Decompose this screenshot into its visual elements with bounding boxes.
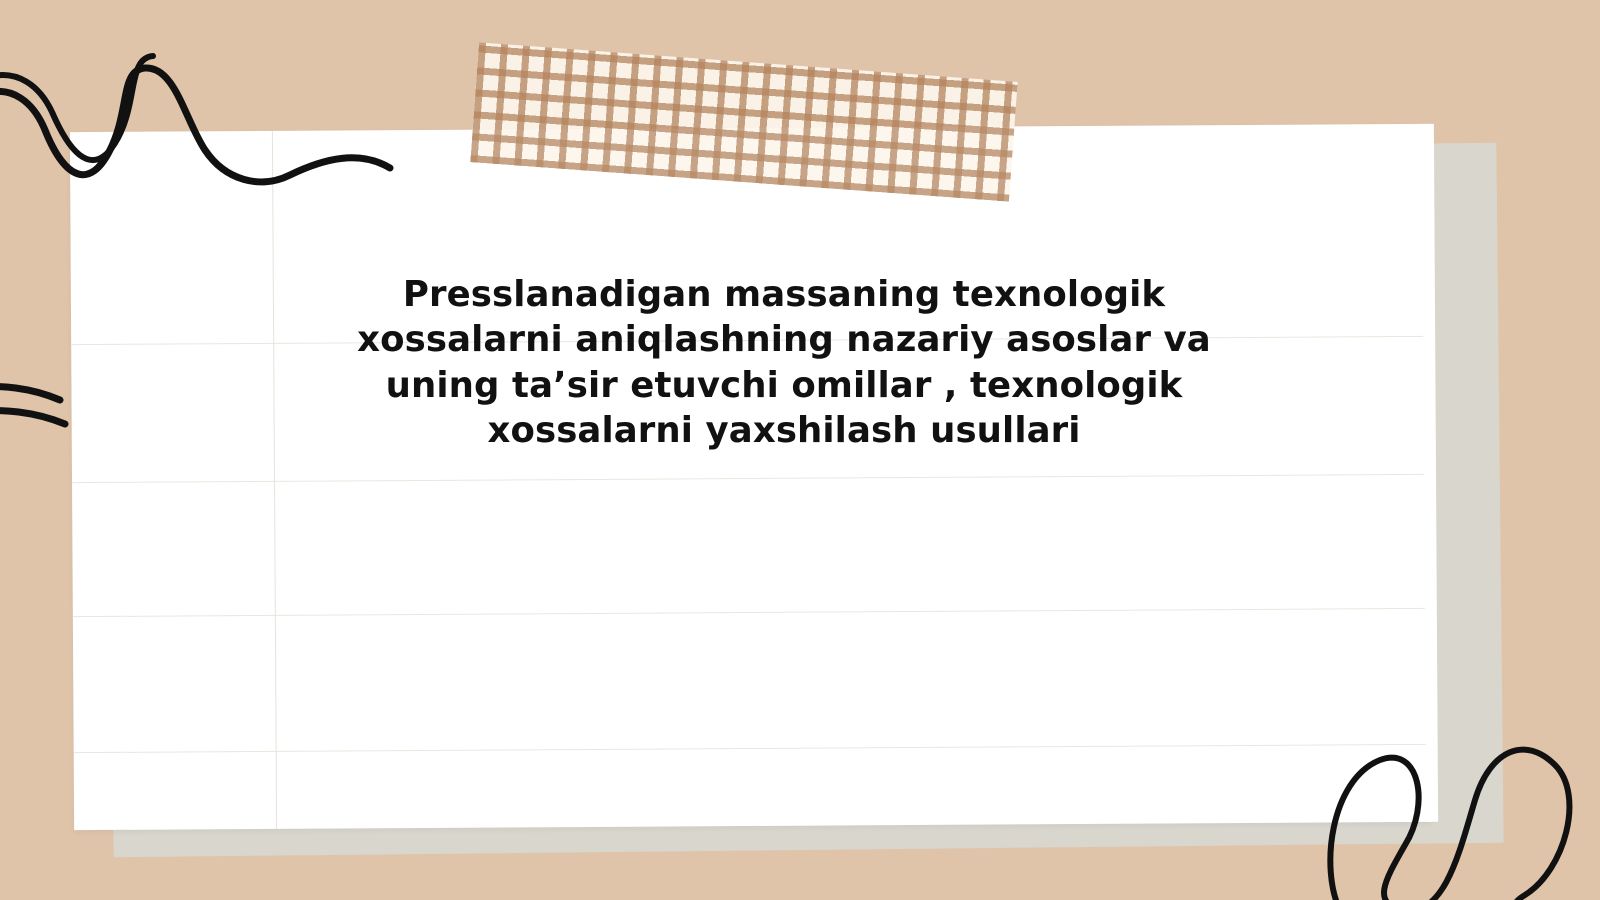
notebook-paper — [70, 124, 1432, 830]
title-block — [300, 272, 1268, 454]
rule-line — [72, 474, 1430, 483]
rule-line — [73, 608, 1431, 617]
rule-line — [74, 744, 1432, 753]
page-title: Presslanadigan massaning texnologik xossalarni aniqlashning nazariy asoslar va uning ta’sir etuvchi omillar , texnologik xossalarni yaxshilash usullari — [357, 274, 1211, 452]
